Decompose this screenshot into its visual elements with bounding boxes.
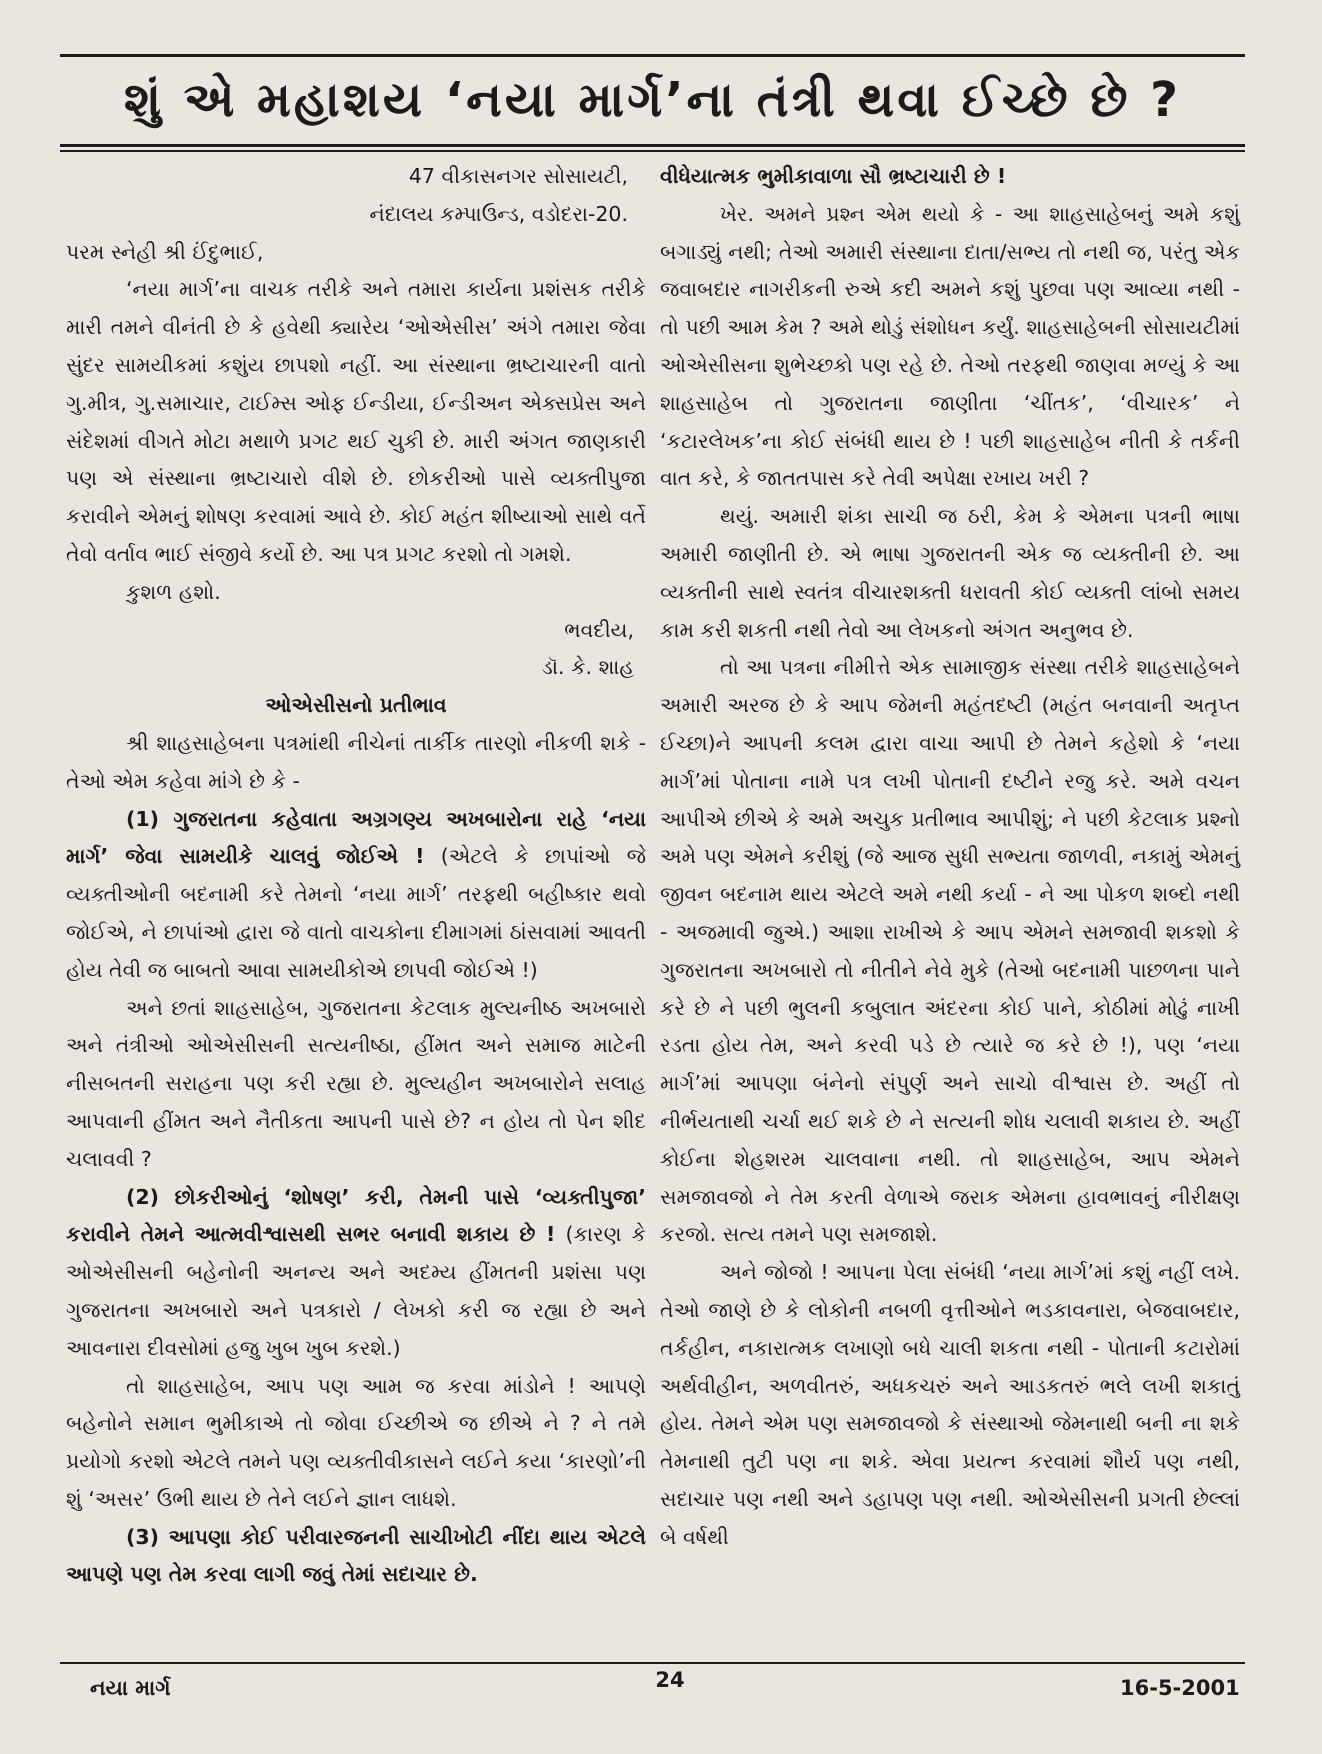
right-paragraph-1: ખેર. અમને પ્રશ્ન એમ થયો કે - આ શાહસાહેબનું અમે કશું બગાડ્યું નથી; તેઓ અમારી સંસ્થાના દાતા/સભ્ય તો નથી જ, પરંતુ એક જવાબદાર નાગરીકની રુએ કદી અમને કશું પુછવા પણ આવ્યા નથી - તો પછી આમ કેમ ? અમે થોડું સંશોધન કર્યું. શાહસાહેબની સોસાયટીમાં ઓએસીસના શુભેચ્છકો પણ રહે છે. તેઓ તરફથી જાણવા મળ્યું કે આ શાહસાહેબ તો ગુજરાતના જાણીતા ‘ચીંતક’, ‘વીચારક’ ને ‘કટારલેખક’ના કોઈ સંબંધી થાય છે ! પછી શાહસાહેબ નીતી કે તર્કની વાત કરે, કે જાતતપાસ કરે તેવી અપેક્ષા રખાય ખરી ? — [660, 201, 1240, 491]
sender-address-line-2: નંદાલય કમ્પાઉન્ડ, વડોદરા-20. — [369, 201, 628, 226]
page-number: 24 — [655, 1668, 685, 1692]
response-paragraph-3: અને છતાં શાહસાહેબ, ગુજરાતના કેટલાક મુલ્યનીષ્ઠ અખબારો અને તંત્રીઓ ઓએસીસની સત્યનીષ્ઠા, હીંમત અને સમાજ માટેની નીસબતની સરાહના પણ કરી રહ્યા છે. મુલ્યહીન અખબારોને સલાહ આપવાની હીંમત અને નૈતીકતા આપની પાસે છે? ન હોય તો પેન શીદ ચલાવવી ? — [66, 995, 646, 1171]
right-column-lead: વીધેયાત્મક ભુમીકાવાળા સૌ ભ્રષ્ટાચારી છે ! — [660, 164, 1007, 188]
response-heading: ઓએસીસનો પ્રતીભાવ — [265, 693, 447, 718]
sender-address-line-1: 47 વીકાસનગર સોસાયટી, — [408, 164, 628, 188]
response-paragraph-1: શ્રી શાહસાહેબના પત્રમાંથી નીચેનાં તાર્કીક તારણો નીકળી શકે - તેઓ એમ કહેવા માંગે છે કે - — [66, 730, 646, 793]
magazine-name: નયા માર્ગ — [90, 1676, 171, 1700]
footer-rule — [60, 1662, 1245, 1664]
salutation: પરમ સ્નેહી શ્રી ઈંદુભાઈ, — [66, 239, 264, 264]
right-paragraph-4: અને જોજો ! આપના પેલા સંબંધી ‘નયા માર્ગ’માં કશું નહીં લખે. તેઓ જાણે છે કે લોકોની નબળી વૃત્તીઓને ભડકાવનારા, બેજવાબદાર, તર્કહીન, નકારાત્મક લખાણો બધે ચાલી શકતા નથી - પોતાની કટારોમાં અર્થવીહીન, અળવીતરું, અધકચરું અને આડકતરું ભલે લખી શકાતું હોય. તેમને એમ પણ સમજાવજો કે સંસ્થાઓ જેમનાથી બની ના શકે તેમનાથી તુટી પણ ના શકે. એવા પ્રયત્ન કરવામાં શૌર્ય પણ નથી, સદાચાર પણ નથી અને ડહાપણ પણ નથી. ઓએસીસની પ્રગતી છેલ્લાં બે વર્ષથી — [660, 1260, 1240, 1549]
right-paragraph-3: તો આ પત્રના નીમીત્તે એક સામાજીક સંસ્થા તરીકે શાહસાહેબને અમારી અરજ છે કે આપ જેમની મહંતદષ્ટી (મહંત બનવાની અતૃપ્ત ઈચ્છા)ને આપની કલમ દ્વારા વાચા આપી છે તેમને કહેશો કે ‘નયા માર્ગ’માં પોતાના નામે પત્ર લખી પોતાની દષ્ટીને રજુ કરે. અમે વચન આપીએ છીએ કે અમે અચુક પ્રતીભાવ આપીશું; ને પછી કેટલાક પ્રશ્નો અમે પણ એમને કરીશું (જે આજ સુધી સભ્યતા જાળવી, નકામું એમનું જીવન બદનામ થાય એટલે અમે નથી કર્યા - ને આ પોકળ શબ્દો નથી - અજમાવી જુએ.) આશા રાખીએ કે આપ એમને સમજાવી શકશો કે ગુજરાતના અખબારો તો નીતીને નેવે મુકે (તેઓ બદનામી પાછળના પાને કરે છે ને પછી ભુલની કબુલાત અંદરના કોઈ પાને, કોઠીમાં મોઢું નાખી રડતા હોય તેમ, અને કરવી પડે છે ત્યારે જ કરે છે !), પણ ‘નયા માર્ગ’માં આપણા બંનેનો સંપુર્ણ અને સાચો વીશ્વાસ છે. અહીં તો નીર્ભયતાથી ચર્ચા થઈ શકે છે ને સત્યની શોધ ચલાવી શકાય છે. અહીં કોઈના શેહશરમ ચાલવાના નથી. તો શાહસાહેબ, આપ એમને સમજાવજો ને તેમ કરતી વેળાએ જરાક એમના હાવભાવનું નીરીક્ષણ કરજો. સત્ય તમને પણ સમજાશે. — [660, 655, 1240, 1247]
left-column — [66, 158, 646, 1594]
response-point-2-lead: (2) છોકરીઓનું ‘શોષણ’ કરી, તેમની પાસે ‘વ્યક્તીપુજા’ કરાવીને તેમને આત્મવીશ્વાસથી સભર બનાવી શકાય છે ! — [66, 1184, 646, 1247]
response-point-2 — [66, 1179, 646, 1368]
response-paragraph-5: તો શાહસાહેબ, આપ પણ આમ જ કરવા માંડોને ! આપણે બહેનોને સમાન ભુમીકાએ તો જોવા ઈચ્છીએ જ છીએ ને ? ને તમે પ્રયોગો કરશો એટલે તમને પણ વ્યક્તીવીકાસને લઈને કયા ‘કારણો’ની શું ‘અસર’ ઉભી થાય છે તેને લઈને જ્ઞાન લાધશે. — [66, 1373, 646, 1511]
letter-body: ‘નયા માર્ગ’ના વાચક તરીકે અને તમારા કાર્યના પ્રશંસક તરીકે મારી તમને વીનંતી છે કે હવેથી ક્યારેય ‘ઓએસીસ’ અંગે તમારા જેવા સુંદર સામયીકમાં કશુંય છાપશો નહીં. આ સંસ્થાના ભ્રષ્ટાચારની વાતો ગુ.મીત્ર, ગુ.સમાચાર, ટાઈમ્સ ઓફ ઈન્ડીયા, ઈન્ડીઅન એક્સપ્રેસ અને સંદેશમાં વીગતે મોટા મથાળે પ્રગટ થઈ ચુકી છે. મારી અંગત જાણકારી પણ એ સંસ્થાના ભ્રષ્ટાચારો વીશે છે. છોકરીઓ પાસે વ્યક્તીપુજા કરાવીને એમનું શોષણ કરવામાં આવે છે. કોઈ મહંત શીષ્યાઓ સાથે વર્તે તેવો વર્તાવ ભાઈ સંજીવે કર્યો છે. આ પત્ર પ્રગટ કરશો તો ગમશે. — [66, 277, 646, 566]
headline-rule-upper — [60, 144, 1245, 147]
issue-date: 16-5-2001 — [1120, 1676, 1240, 1700]
sign-off: ભવદીય, — [564, 617, 634, 642]
response-point-1-detail: (એટલે કે છાપાંઓ જે વ્યક્તીઓની બદનામી કરે તેમનો ‘નયા માર્ગ’ તરફથી બહીષ્કાર થવો જોઈએ, ને છાપાંઓ દ્વારા જે વાતો વાચકોના દીમાગમાં ઠાંસવામાં આવતી હોય તેવી જ બાબતો આવા સામયીકોએ છાપવી જોઈએ !) — [66, 844, 647, 982]
letter-closing: કુશળ હશો. — [126, 579, 221, 604]
headline-rule-lower — [60, 150, 1245, 152]
page-title: શું એ મહાશય ‘નયા માર્ગ’ના તંત્રી થવા ઈચ્છે છે ? — [123, 71, 1182, 128]
response-point-3: (3) આપણા કોઈ પરીવારજનની સાચીખોટી નીંદા થાય એટલે આપણે પણ તેમ કરવા લાગી જવું તેમાં સદાચાર છે. — [66, 1524, 646, 1587]
response-point-2-detail: (કારણ કે ઓએસીસની બહેનોની અનન્ય અને અદમ્ય હીંમતની પ્રશંસા પણ ગુજરાતના અખબારો અને પત્રકારો / લેખકો કરી જ રહ્યા છે અને આવનારા દીવસોમાં હજુ ખુબ ખુબ કરશે.) — [66, 1222, 647, 1360]
signature: ડૉ. કે. શાહ — [541, 655, 634, 680]
right-column — [660, 158, 1240, 1556]
response-point-1 — [66, 801, 646, 990]
right-paragraph-2: થયું. અમારી શંકા સાચી જ ઠરી, કેમ કે એમના પત્રની ભાષા અમારી જાણીતી છે. એ ભાષા ગુજરાતની એક જ વ્યક્તીની છે. આ વ્યક્તીની સાથે સ્વતંત્ર વીચારશક્તી ધરાવતી કોઈ વ્યક્તી લાંબો સમય કામ કરી શકતી નથી તેવો આ લેખકનો અંગત અનુભવ છે. — [660, 504, 1240, 642]
response-point-1-lead: (1) ગુજરાતના કહેવાતા અગ્રગણ્ય અખબારોના રાહે ‘નયા માર્ગ’ જેવા સામયીકે ચાલવું જોઈએ ! — [66, 806, 646, 869]
